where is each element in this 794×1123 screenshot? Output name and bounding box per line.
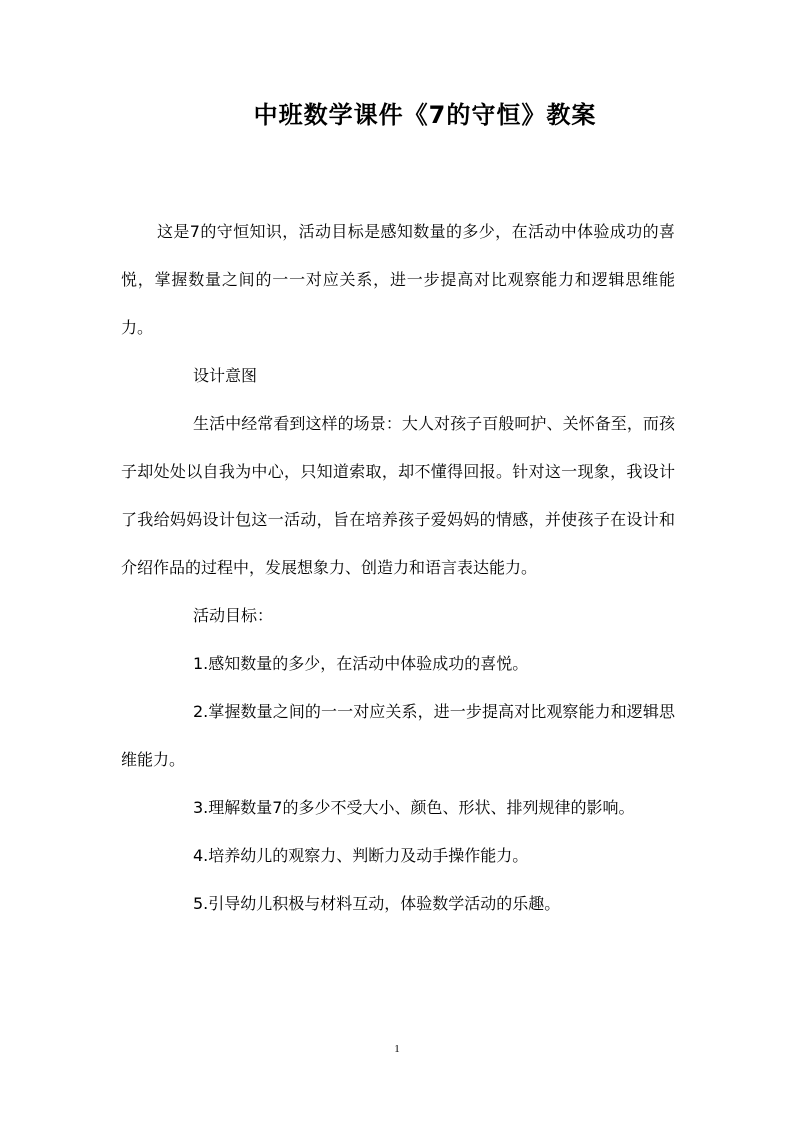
section-heading-activity-goals: 活动目标： bbox=[193, 606, 274, 625]
goal-item-1: 1.感知数量的多少，在活动中体验成功的喜悦。 bbox=[193, 654, 529, 673]
document-body bbox=[121, 208, 675, 928]
goal-item-5: 5.引导幼儿积极与材料互动，体验数学活动的乐趣。 bbox=[193, 894, 561, 913]
goal-item-4: 4.培养幼儿的观察力、判断力及动手操作能力。 bbox=[193, 846, 529, 865]
section-heading-design-intent: 设计意图 bbox=[193, 366, 258, 385]
page-number: 1 bbox=[394, 1043, 400, 1055]
goal-item-2: 2.掌握数量之间的一一对应关系，进一步提高对比观察能力和逻辑思维能力。 bbox=[121, 702, 675, 769]
document-title: 中班数学课件《7的守恒》教案 bbox=[253, 101, 597, 129]
goal-item-3: 3.理解数量7的多少不受大小、颜色、形状、排列规律的影响。 bbox=[193, 798, 635, 817]
intro-paragraph: 这是7的守恒知识，活动目标是感知数量的多少，在活动中体验成功的喜悦，掌握数量之间的一一对应关系，进一步提高对比观察能力和逻辑思维能力。 bbox=[121, 222, 675, 337]
design-intent-paragraph: 生活中经常看到这样的场景：大人对孩子百般呵护、关怀备至，而孩子却处处以自我为中心，只知道索取，却不懂得回报。针对这一现象，我设计了我给妈妈设计包这一活动，旨在培养孩子爱妈妈的情感，并使孩子在设计和介绍作品的过程中，发展想象力、创造力和语言表达能力。 bbox=[121, 414, 675, 577]
